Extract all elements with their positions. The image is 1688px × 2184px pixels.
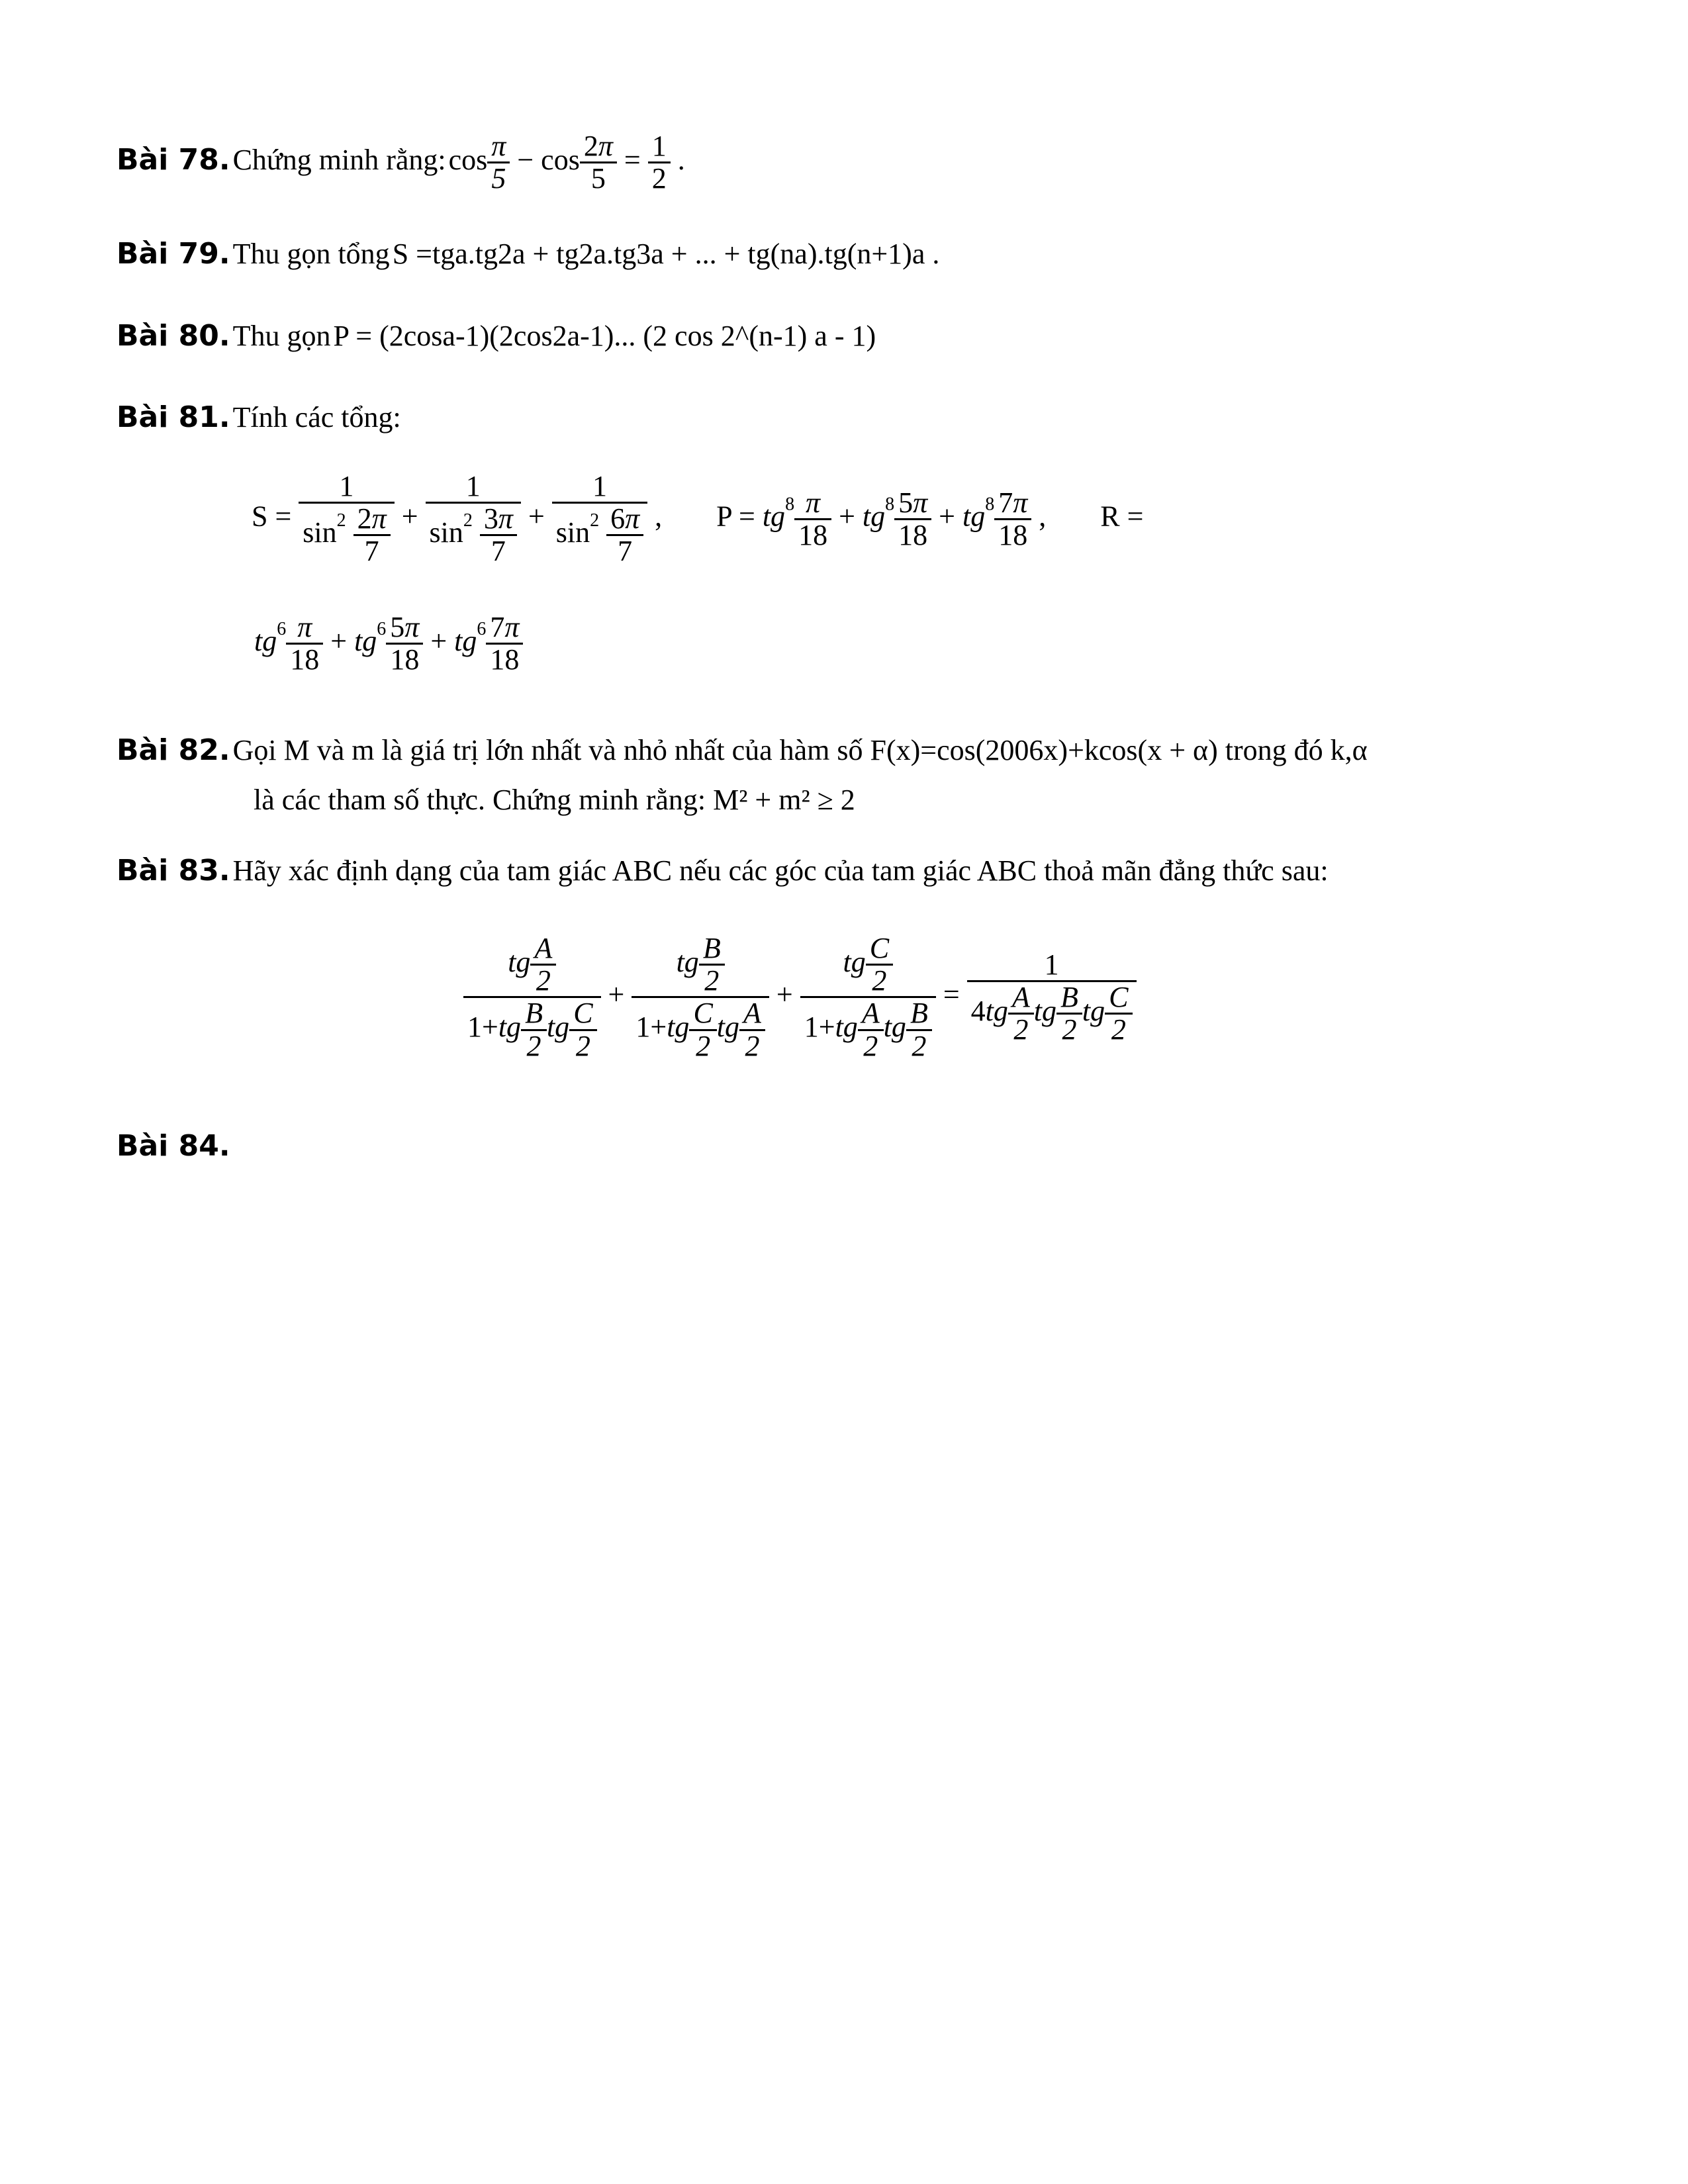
problem-79-lead: Thu gọn tổng (232, 238, 390, 270)
problem-81-label: Bài 81. (117, 400, 230, 434)
problem-83-text: Hãy xác định dạng của tam giác ABC nếu các góc của tam giác ABC thoả mãn đẳng thức sau: (232, 854, 1329, 887)
problem-81 (117, 400, 401, 434)
problem-83 (117, 854, 1329, 887)
problem-84 (117, 1129, 230, 1163)
problem-82-line1: Gọi M và m là giá trị lớn nhất và nhỏ nhất của hàm số F(x)=cos(2006x)+kcos(x + α) trong đó k,α (232, 734, 1368, 766)
problem-82-label: Bài 82. (117, 733, 230, 767)
problem-82-line2: là các tham số thực. Chứng minh rằng: M² + m² ≥ 2 (254, 784, 855, 816)
problem-80 (117, 319, 876, 353)
problem-83-label: Bài 83. (117, 854, 230, 887)
problem-80-formula: P = (2cosa-1)(2cos2a-1)... (2 cos 2^(n-1) a - 1) (333, 320, 876, 352)
problem-79-formula: S =tga.tg2a + tg2a.tg3a + ... + tg(na).tg(n+1)a . (392, 238, 940, 270)
problem-78-lead: Chứng minh rằng: (232, 143, 446, 176)
problem-80-lead: Thu gọn (232, 320, 331, 352)
problem-79-label: Bài 79. (117, 237, 230, 271)
problem-81-formula-r: $tg^6$ $\frac{\pi}{18}$ + $tg^6$ $\frac{5\pi}{18}$ + $tg^6$ $\frac{7\pi}{18}$ (254, 612, 523, 675)
problem-78-formula: cos $\frac{\pi}{5}$ − cos $\frac{2\pi}{5}$ = $\frac{1}{2}$ . (448, 130, 685, 195)
problem-81-lead: Tính các tổng: (232, 401, 401, 433)
problem-81-formula-s-p-r: S = 1 $\sin^2$ $\frac{2\pi}{7}$ + 1 $\sin^2$ $\frac{3\pi}{7}$ + 1 $\sin^2$ $\frac{6\pi}{7}$ , $P = tg^8$ $\frac{\pi}{18}$ + $tg^8$ $\frac{5\pi}{18}$ + $tg^8$ $\frac{7\pi}{18}$ , R = (252, 470, 1144, 568)
problem-83-formula: tg $\frac{A}{2}$ 1+tg $\frac{B}{2}$ tg $\frac{C}{2}$ + tg $\frac{B}{2}$ 1+tg $\frac{C}{2}$ tg $\frac{A}{2}$ + tg $\frac{C}{2}$ 1+tg $\frac{A}{2}$ tg $\frac{B}{2}$ = 1 4tg $\frac{A}{2}$ tg $\frac{B}{2}$ tg $\frac{C}{2}$ (463, 933, 1137, 1062)
problem-78-label: Bài 78. (117, 142, 230, 177)
problem-79 (117, 237, 939, 271)
problem-82 (117, 733, 1368, 767)
problem-80-label: Bài 80. (117, 319, 230, 353)
problem-84-label: Bài 84. (117, 1129, 230, 1163)
problem-78 (117, 131, 685, 194)
